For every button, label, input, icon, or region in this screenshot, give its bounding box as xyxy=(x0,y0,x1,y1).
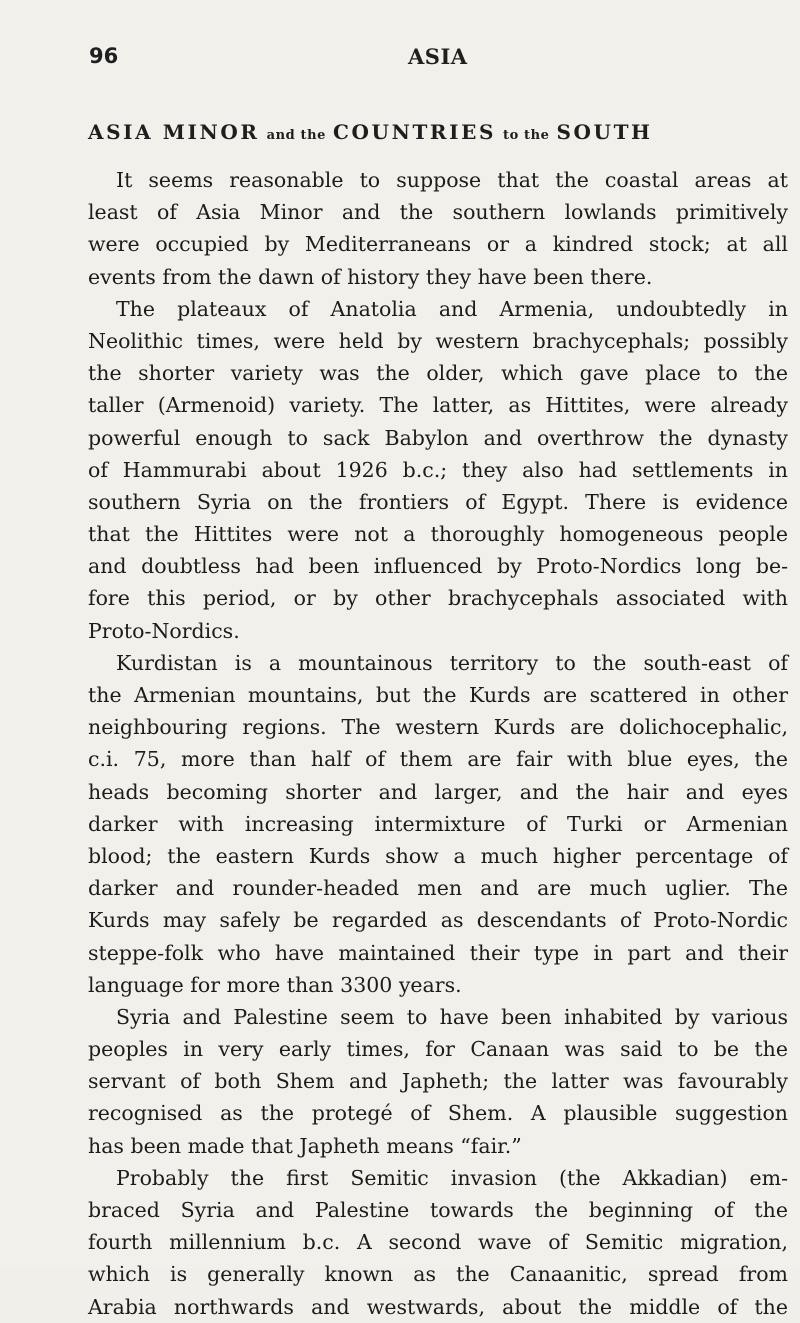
text-line: language for more than 3300 years. xyxy=(88,972,462,997)
heading-part: ASIA MINOR xyxy=(88,120,260,144)
text-line: of Hammurabi about 1926 b.c.; they also had settlements in xyxy=(88,457,788,482)
text-line: the Armenian mountains, but the Kurds are scattered in other xyxy=(88,683,788,707)
section-heading xyxy=(88,120,788,144)
text-line: Probably the first Semitic invasion (the Akkadian) em- xyxy=(116,1165,788,1190)
text-line: were occupied by Mediterraneans or a kindred stock; at all xyxy=(88,232,788,257)
text-line: and doubtless had been influenced by Proto-Nordics long be- xyxy=(88,554,788,579)
text-line: powerful enough to sack Babylon and overthrow the dynasty xyxy=(88,425,788,450)
text-line: recognised as the protegé of Shem. A plausible suggestion xyxy=(88,1101,788,1126)
text-line: least of Asia Minor and the southern lowlands primitively xyxy=(88,200,788,225)
text-line: southern Syria on the frontiers of Egypt. There is evidence xyxy=(88,489,788,514)
text-line: blood; the eastern Kurds show a much higher percentage of xyxy=(88,843,788,868)
heading-part: and the xyxy=(266,128,327,143)
text-line: It seems reasonable to suppose that the coastal areas at xyxy=(116,168,788,192)
text-line: Syria and Palestine seem to have been inhabited by various xyxy=(116,1004,788,1029)
text-line: braced Syria and Palestine towards the beginning of the xyxy=(88,1198,788,1222)
text-line: darker and rounder-headed men and are much uglier. The xyxy=(88,876,788,901)
text-line: servant of both Shem and Japheth; the latter was favourably xyxy=(88,1069,788,1094)
running-head xyxy=(89,44,789,74)
page-number: 96 xyxy=(89,44,119,68)
text-line: The plateaux of Anatolia and Armenia, undoubtedly in xyxy=(116,296,788,321)
text-line: has been made that Japheth means “fair.” xyxy=(88,1133,522,1158)
text-line: steppe-folk who have maintained their type in part and their xyxy=(88,940,788,965)
text-line: fourth millennium b.c. A second wave of Semitic migration, xyxy=(88,1230,788,1255)
text-line: Neolithic times, were held by western brachycephals; possibly xyxy=(88,328,788,353)
text-line: c.i. 75, more than half of them are fair with blue eyes, the xyxy=(88,747,788,772)
text-line: Proto-Nordics. xyxy=(88,618,240,643)
heading-part: to the xyxy=(502,128,550,143)
text-line: which is generally known as the Canaanitic, spread from xyxy=(88,1262,788,1287)
text-line: Kurds may safely be regarded as descendants of Proto-Nordic xyxy=(88,908,788,933)
text-line: taller (Armenoid) variety. The latter, as Hittites, were already xyxy=(88,393,788,418)
text-line: neighbouring regions. The western Kurds are dolichocephalic, xyxy=(88,715,788,740)
text-line: events from the dawn of history they have been there. xyxy=(88,264,653,289)
text-line: heads becoming shorter and larger, and the hair and eyes xyxy=(88,779,788,804)
running-title: ASIA xyxy=(408,44,468,69)
body-text xyxy=(88,164,788,1323)
heading-part: SOUTH xyxy=(556,120,653,144)
text-line: the shorter variety was the older, which gave place to the xyxy=(88,361,788,386)
text-line: darker with increasing intermixture of Turki or Armenian xyxy=(88,811,788,836)
text-line: Arabia northwards and westwards, about the middle of the xyxy=(88,1294,788,1319)
heading-part: COUNTRIES xyxy=(332,120,496,144)
text-line: fore this period, or by other brachycephals associated with xyxy=(88,586,788,611)
text-line: that the Hittites were not a thoroughly homogeneous people xyxy=(88,522,788,547)
text-line: peoples in very early times, for Canaan was said to be the xyxy=(88,1037,788,1062)
text-line: Kurdistan is a mountainous territory to the south-east of xyxy=(116,650,788,675)
